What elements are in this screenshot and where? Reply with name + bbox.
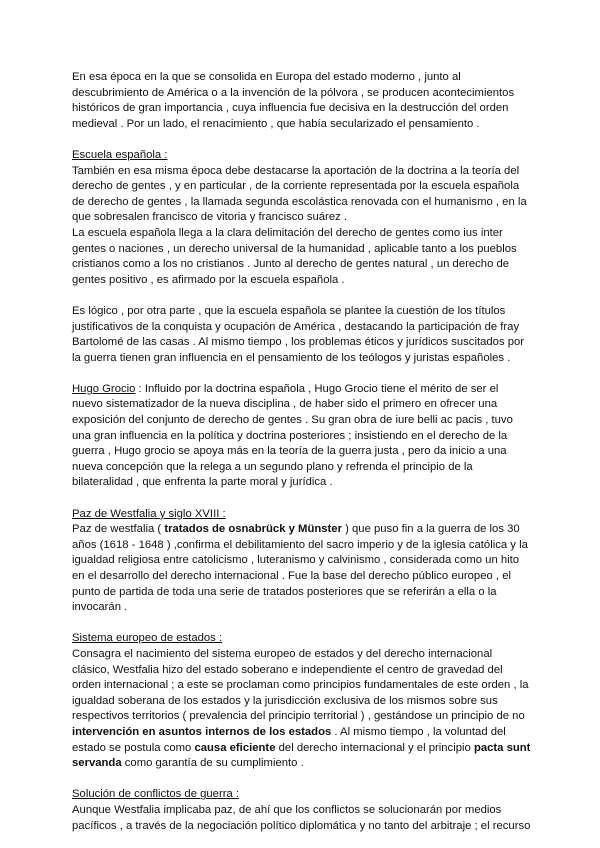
conflictos-heading: Solución de conflictos de guerra :	[72, 788, 240, 801]
sistema-text-a: Consagra el nacimiento del sistema europeo de estados y del derecho internacional clásico, Westfalia hizo del estado soberano e independiente el centro de gravedad del orden internacional ; a este se proclaman como principios fundamentales de este orden , la igualdad soberana de los estados y la jurisdicción exclusiva de los mismos sobre sus respectivos territorios ( prevalencia del principio territorial ) , gestándose un principio de no	[72, 647, 529, 723]
escuela-paragraph-2: La escuela española llega a la clara delimitación del derecho de gentes como ius inter gentes o naciones , un derecho universal de la humanidad , aplicable tanto a los pueblos cristianos como a los no cristianos . Junto al derecho de gentes natural , un derecho de gentes positivo , es afirmado por la escuela española .	[72, 226, 517, 286]
sistema-text-c: del derecho internacional y el principio	[275, 741, 474, 754]
westfalia-text-a: Paz de westfalia (	[72, 523, 165, 536]
escuela-heading: Escuela española :	[72, 148, 168, 161]
sistema-paragraph	[72, 647, 532, 772]
sistema-bold-2: causa eficiente	[194, 741, 276, 754]
grocio-heading: Hugo Grocio	[72, 382, 136, 395]
document-page	[72, 70, 532, 834]
sistema-bold-3: pacta sunt servanda	[72, 741, 531, 770]
sistema-heading: Sistema europeo de estados :	[72, 632, 223, 645]
westfalia-bold: tratados de osnabrück y Münster	[164, 523, 342, 536]
grocio-paragraph	[72, 382, 532, 491]
logico-paragraph: Es lógico , por otra parte , que la escuela española se plantee la cuestión de los títulos justificativos de la conquista y ocupación de América , destacando la participación de fray Bartolomé de las casas . Al mismo tiempo , los problemas éticos y jurídicos suscitados por la guerra tienen gran influencia en el pensamiento de los teólogos y juristas españoles .	[72, 304, 525, 364]
westfalia-paragraph	[72, 522, 532, 616]
intro-paragraph: En esa época en la que se consolida en Europa del estado moderno , junto al descubrimiento de América o a la invención de la pólvora , se producen acontecimientos históricos de gran importancia , cuya influencia fue decisiva en la destrucción del orden medieval . Por un lado, el renacimiento , que había secularizado el pensamiento .	[72, 71, 515, 130]
grocio-text: : Influido por la doctrina española , Hugo Grocio tiene el mérito de ser el nuevo sistematizador de la nueva disciplina , de haber sido el primero en ofrecer una exposición del conjunto de derecho de gentes . Su gran obra de iure belli ac pacis , tuvo una gran influencia en la política y doctrina posteriores ; insistiendo en el derecho de la guerra , Hugo grocio se apoya más en la teoría de la guerra justa , pero da inicio a una nueva concepción que la relega a un segundo plano y refrenda el principio de la bilateralidad , que enfrenta la parte moral y jurídica .	[72, 382, 513, 489]
escuela-paragraph-1: También en esa misma época debe destacarse la aportación de la doctrina a la teoría del derecho de gentes , y en particular , de la corriente representada por la escuela española de derecho de gentes , la llamada segunda escolástica renovada con el humanismo , en la que sobresalen francisco de vitoria y francisco suárez .	[72, 164, 527, 224]
conflictos-paragraph: Aunque Westfalia implicaba paz, de ahí que los conflictos se solucionarán por medios pacíficos , a través de la negociación político diplomática y no tanto del arbitraje ; el recurso	[72, 803, 531, 832]
westfalia-heading: Paz de Westfalia y siglo XVIII :	[72, 507, 226, 520]
sistema-bold-1: intervención en asuntos internos de los estados	[72, 725, 332, 738]
sistema-text-d: como garantía de su cumplimiento .	[121, 757, 304, 770]
westfalia-text-b: ) que puso fin a la guerra de los 30 años (1618 - 1648 ) ,confirma el debilitamiento del sacro imperio y de la iglesia católica y la igualdad religiosa entre catolicismo , luteranismo y calvinismo , considerada como un hito en el desarrollo del derecho internacional . Fue la base del derecho público europeo , el punto de partida de toda una serie de tratados posteriores que se referirán a ella o la invocarán .	[72, 523, 528, 614]
sistema-text-b: . Al mismo tiempo , la voluntad del estado se postula como	[72, 725, 506, 754]
